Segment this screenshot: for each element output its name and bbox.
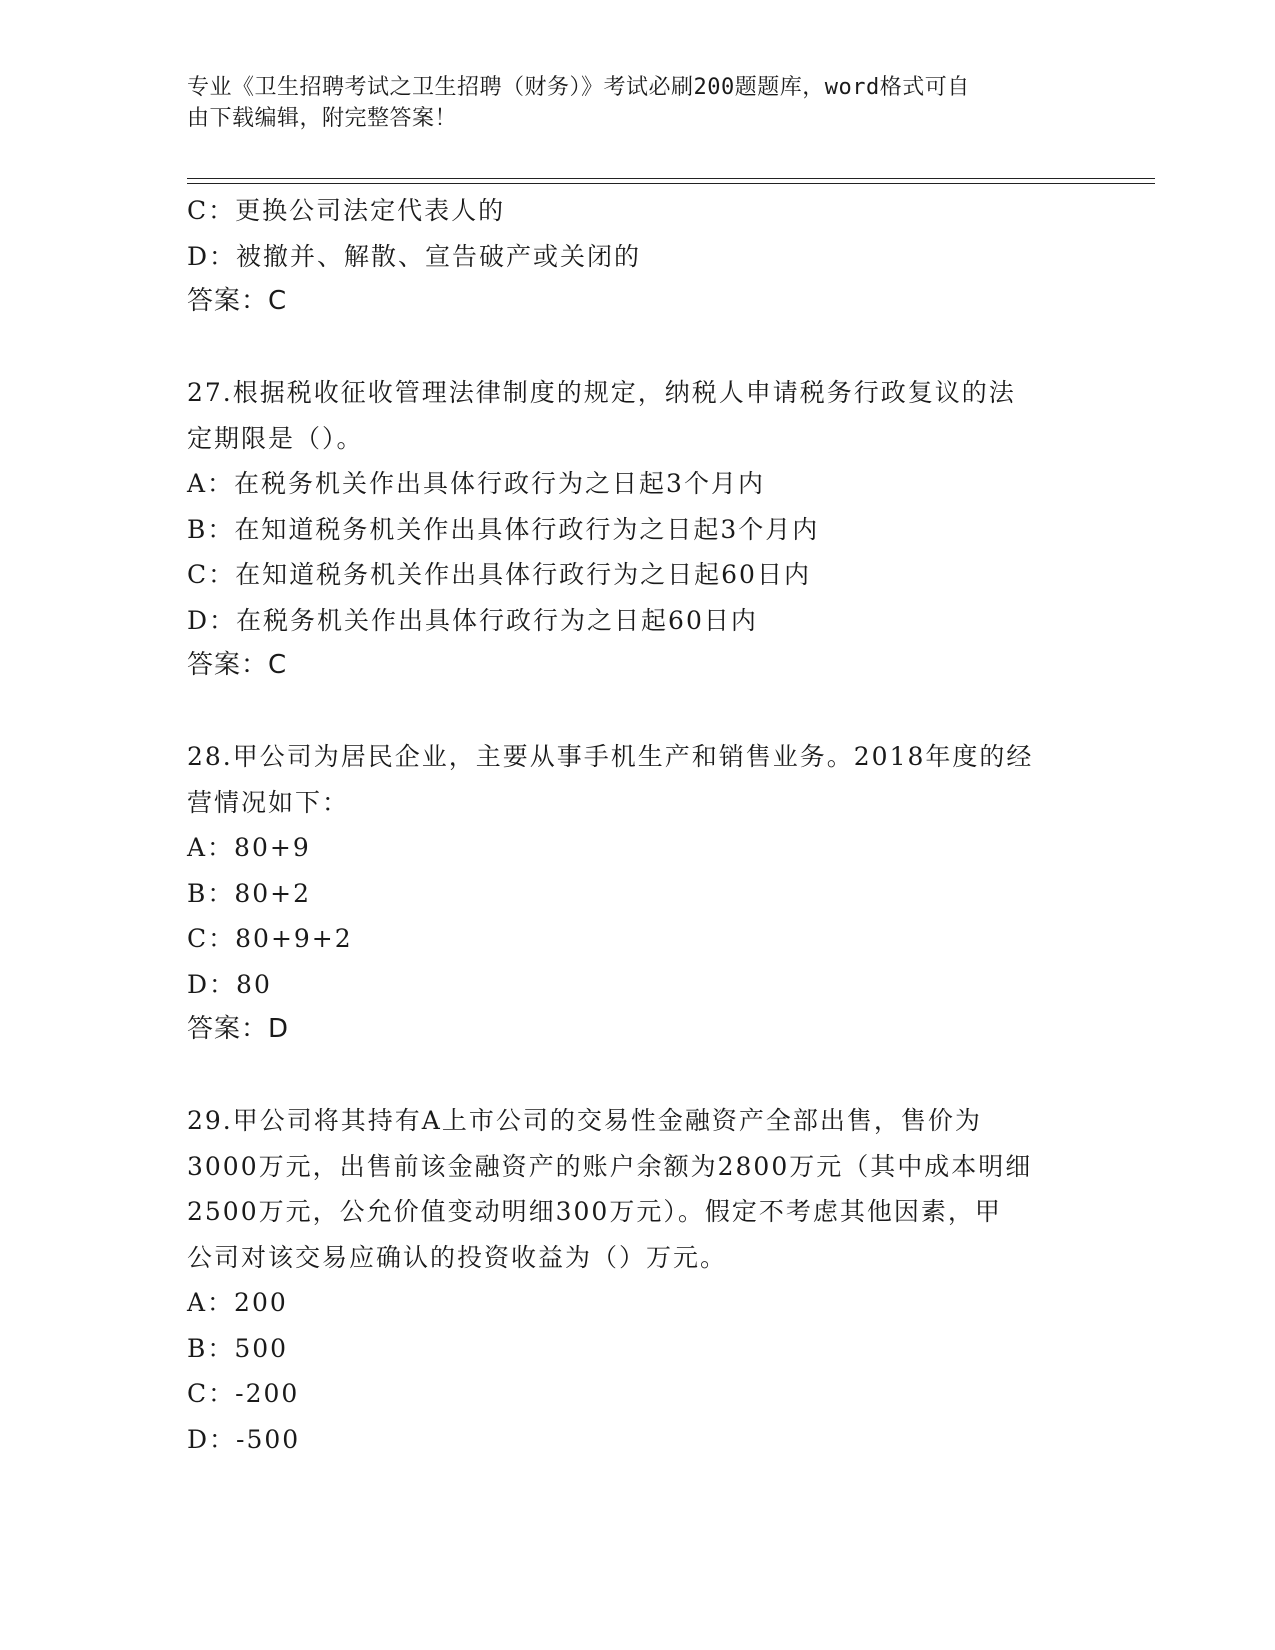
question-stem: 28.甲公司为居民企业，主要从事手机生产和销售业务。2018年度的经 (187, 742, 1034, 771)
question-stem: 营情况如下： (187, 787, 350, 817)
question-stem: 27.根据税收征收管理法律制度的规定，纳税人申请税务行政复议的法 (187, 378, 1016, 407)
header-rule-bottom (187, 183, 1155, 184)
option-a: A：80+9 (187, 833, 311, 862)
question-stem: 2500万元，公允价值变动明细300万元）。假定不考虑其他因素，甲 (187, 1197, 1002, 1226)
question-list (187, 188, 1087, 1462)
option-d: D：80 (187, 969, 272, 999)
question-gap (187, 1053, 1087, 1099)
option-c: C：80+9+2 (187, 924, 353, 953)
question-28 (187, 734, 1087, 1053)
option-a: A：在税务机关作出具体行政行为之日起3个月内 (187, 469, 765, 498)
answer-line: 答案：D (187, 1014, 290, 1044)
header-line-2: 由下载编辑，附完整答案！ (187, 106, 458, 131)
question-27 (187, 370, 1087, 689)
header-line-1: 专业《卫生招聘考试之卫生招聘（财务）》考试必刷200题题库，word格式可自 (187, 75, 970, 100)
option-d: D：-500 (187, 1424, 301, 1454)
header-rule-top (187, 178, 1155, 179)
question-26-tail (187, 188, 1087, 325)
answer-line: 答案：C (187, 286, 288, 316)
option-b: B：80+2 (187, 878, 312, 908)
document-header (187, 72, 1067, 134)
option-d: D：被撤并、解散、宣告破产或关闭的 (187, 241, 642, 271)
question-stem: 3000万元，出售前该金融资产的账户余额为2800万元（其中成本明细 (187, 1151, 1033, 1181)
option-c: C：-200 (187, 1379, 300, 1408)
option-b: B：500 (187, 1333, 289, 1363)
option-b: B：在知道税务机关作出具体行政行为之日起3个月内 (187, 514, 820, 544)
question-stem: 定期限是（）。 (187, 423, 364, 453)
option-c: C：更换公司法定代表人的 (187, 196, 506, 225)
option-d: D：在税务机关作出具体行政行为之日起60日内 (187, 605, 758, 635)
question-gap (187, 325, 1087, 371)
question-gap (187, 689, 1087, 735)
option-c: C：在知道税务机关作出具体行政行为之日起60日内 (187, 560, 811, 589)
question-stem: 29.甲公司将其持有A上市公司的交易性金融资产全部出售，售价为 (187, 1106, 982, 1135)
option-a: A：200 (187, 1288, 288, 1317)
question-stem: 公司对该交易应确认的投资收益为（）万元。 (187, 1242, 728, 1272)
question-29 (187, 1098, 1087, 1462)
answer-line: 答案：C (187, 650, 288, 680)
